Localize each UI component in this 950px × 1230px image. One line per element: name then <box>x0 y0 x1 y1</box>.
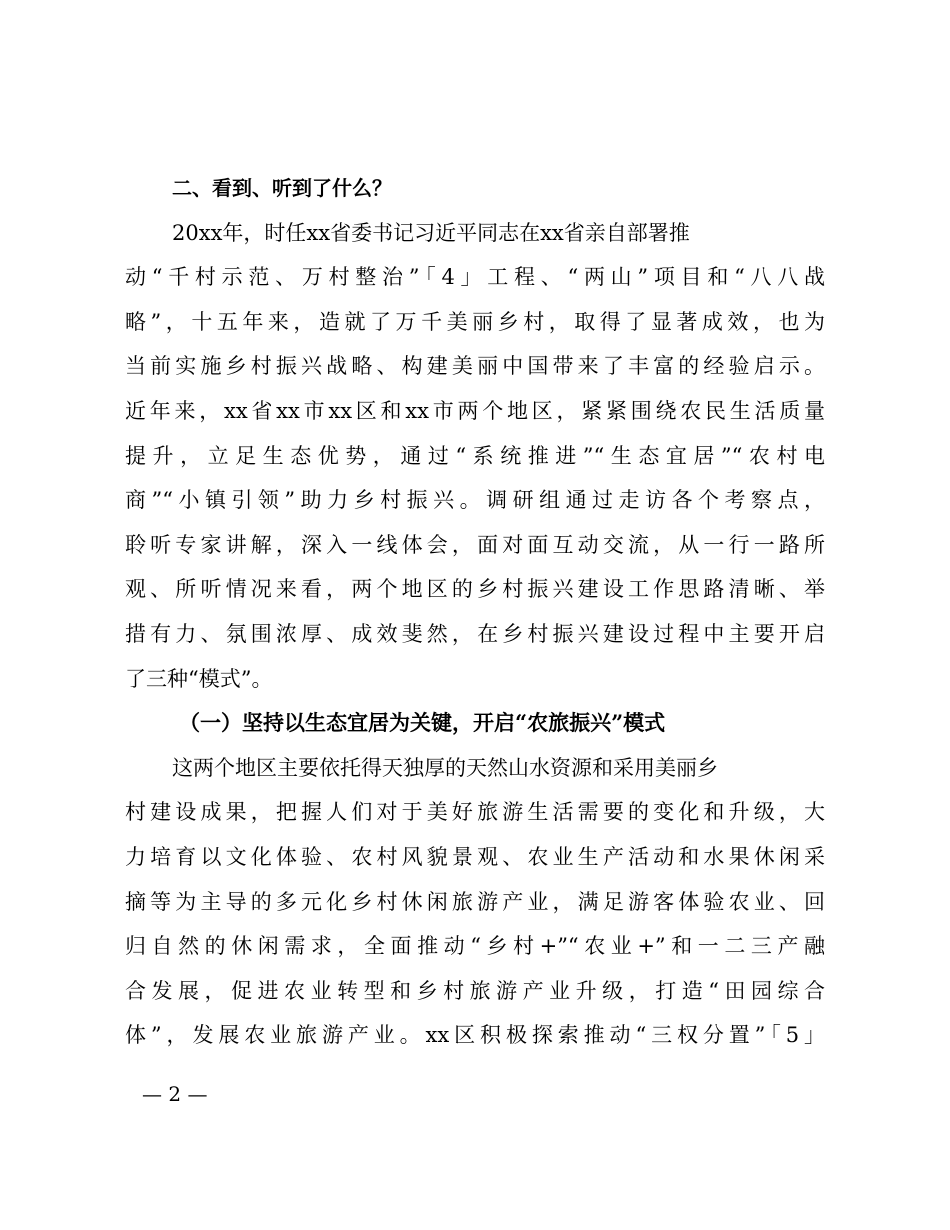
paragraph-line: 聆听专家讲解，深入一线体会，面对面互动交流，从一行一路所 <box>125 532 825 557</box>
paragraph-line: 合发展，促进农业转型和乡村旅游产业升级，打造“田园综合 <box>125 978 825 1003</box>
paragraph-line: 摘等为主导的多元化乡村休闲旅游产业，满足游客体验农业、回 <box>125 889 825 914</box>
paragraph-line: 观、所听情况来看，两个地区的乡村振兴建设工作思路清晰、举 <box>125 577 825 602</box>
paragraph-2 <box>125 746 825 1058</box>
paragraph-line: 20xx年，时任xx省委书记习近平同志在xx省亲自部署推 <box>172 220 690 245</box>
paragraph-line: 近年来，xx省xx市xx区和xx市两个地区，紧紧围绕农民生活质量 <box>125 398 825 423</box>
paragraph-1 <box>125 211 825 702</box>
paragraph-line: 归自然的休闲需求，全面推动“乡村+”“农业+”和一二三产融 <box>125 934 825 959</box>
paragraph-line: 商”“小镇引领”助力乡村振兴。调研组通过走访各个考察点， <box>125 488 825 513</box>
paragraph-line: 这两个地区主要依托得天独厚的天然山水资源和采用美丽乡 <box>172 755 718 780</box>
document-body <box>125 166 825 1058</box>
page-number: — 2 — <box>142 1082 208 1106</box>
paragraph-line: 体”，发展农业旅游产业。xx区积极探索推动“三权分置”「5」 <box>125 1023 825 1048</box>
paragraph-line: 力培育以文化体验、农村风貌景观、农业生产活动和水果休闲采 <box>125 844 825 869</box>
paragraph-line: 村建设成果，把握人们对于美好旅游生活需要的变化和升级，大 <box>125 800 825 825</box>
subsection-heading: （一）坚持以生态宜居为关键，开启“农旅振兴”模式 <box>179 710 666 736</box>
paragraph-line: 了三种“模式”。 <box>125 666 273 691</box>
section-heading: 二、看到、听到了什么？ <box>172 176 392 200</box>
paragraph-line: 动“千村示范、万村整治”「4」工程、“两山”项目和“八八战 <box>125 265 825 290</box>
paragraph-line: 略”，十五年来，造就了万千美丽乡村，取得了显著成效，也为 <box>125 309 825 334</box>
paragraph-line: 当前实施乡村振兴战略、构建美丽中国带来了丰富的经验启示。 <box>125 354 825 379</box>
paragraph-line: 措有力、氛围浓厚、成效斐然，在乡村振兴建设过程中主要开启 <box>125 621 825 646</box>
paragraph-line: 提升，立足生态优势，通过“系统推进”“生态宜居”“农村电 <box>125 443 825 468</box>
